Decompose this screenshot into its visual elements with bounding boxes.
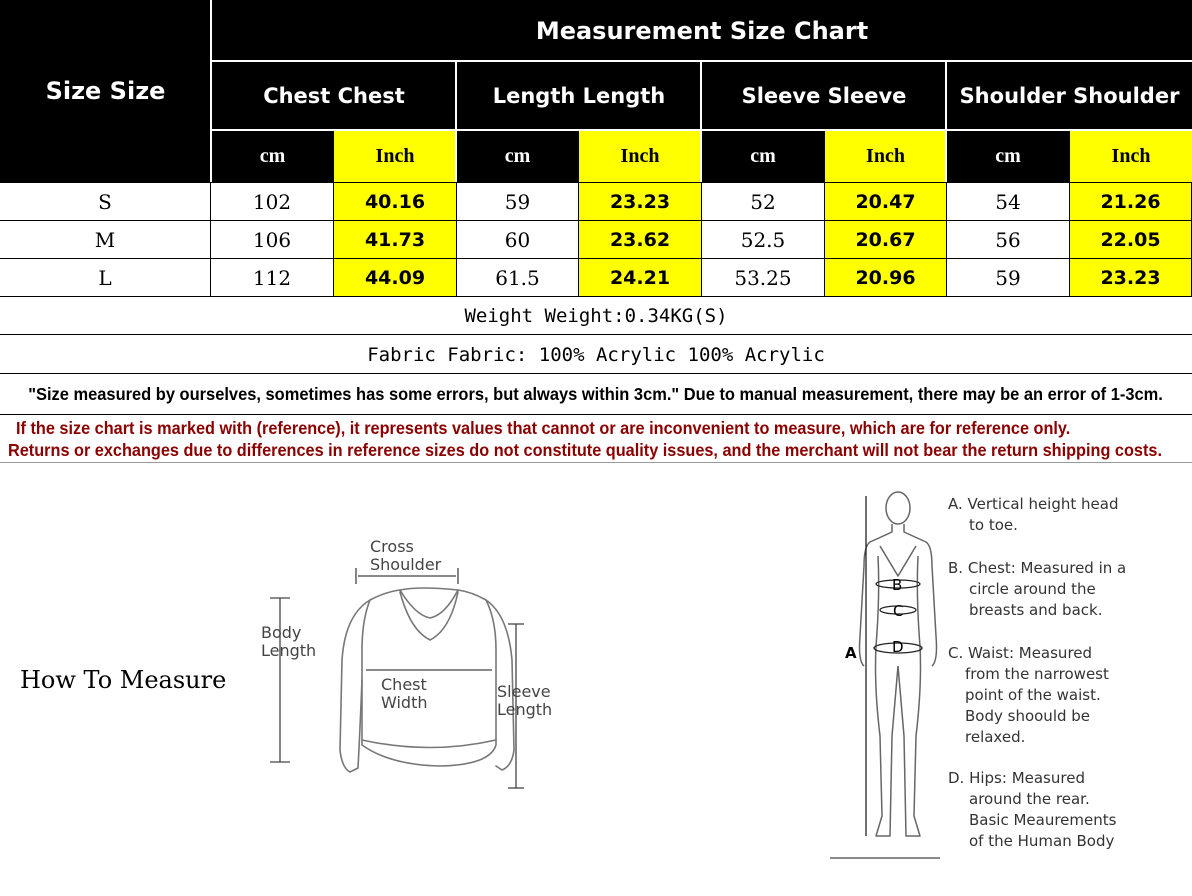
table-cell: 106 — [211, 221, 334, 259]
table-cell: 52 — [702, 183, 825, 221]
table-cell: 20.96 — [825, 259, 947, 297]
body-label-a: A — [845, 644, 857, 662]
body-label-b: B — [892, 576, 903, 594]
table-cell: 21.26 — [1070, 183, 1192, 221]
cross-shoulder-label: Cross Shoulder — [370, 537, 442, 574]
table-cell: 23.23 — [579, 183, 702, 221]
table-cell: 60 — [457, 221, 579, 259]
header-divider — [210, 0, 212, 182]
sleeve-inch-header: Inch — [825, 131, 946, 182]
table-cell: 41.73 — [334, 221, 457, 259]
table-cell: 56 — [947, 221, 1070, 259]
table-cell: 112 — [211, 259, 334, 297]
table-cell: 23.23 — [1070, 259, 1192, 297]
chart-title: Measurement Size Chart — [535, 17, 869, 45]
how-to-measure-label: How To Measure — [20, 666, 227, 694]
size-header: Size Size — [45, 77, 166, 105]
table-cell: 61.5 — [457, 259, 579, 297]
table-body — [0, 182, 1192, 296]
chest-width-label: Chest Width — [381, 675, 428, 712]
table-cell: 23.62 — [579, 221, 702, 259]
chest-inch-header: Inch — [334, 131, 456, 182]
header-divider — [945, 62, 947, 182]
header-divider — [455, 62, 457, 182]
chest-cm-header: cm — [212, 131, 333, 182]
measurement-note: "Size measured by ourselves, sometimes has some errors, but always within 3cm." Due to manual measurement, there may be an error of 1-3cm. — [28, 384, 1164, 404]
table-cell: 102 — [211, 183, 334, 221]
column-length-header: Length Length — [492, 84, 666, 108]
reference-note-2: Returns or exchanges due to differences in reference sizes do not constitute quality issues, and the merchant will not bear the return shipping costs. — [8, 440, 1162, 460]
size-s: S — [0, 183, 211, 221]
table-cell: 59 — [947, 259, 1070, 297]
shoulder-inch-header: Inch — [1070, 131, 1192, 182]
size-l: L — [0, 259, 211, 297]
body-length-label: Body Length — [261, 623, 317, 660]
column-chest-header: Chest Chest — [263, 84, 405, 108]
table-cell: 40.16 — [334, 183, 457, 221]
weight-row: Weight Weight:0.34KG(S) — [0, 297, 1192, 335]
table-cell: 53.25 — [702, 259, 825, 297]
column-sleeve-header: Sleeve Sleeve — [741, 84, 907, 108]
reference-notes — [0, 415, 1192, 463]
table-cell: 52.5 — [702, 221, 825, 259]
sleeve-length-label: Sleeve Length — [497, 682, 553, 719]
length-inch-header: Inch — [579, 131, 701, 182]
header-divider — [700, 62, 702, 182]
body-label-d: D — [892, 638, 904, 656]
sleeve-cm-header: cm — [702, 131, 824, 182]
reference-note-1: If the size chart is marked with (reference), it represents values that cannot or are inconvenient to measure, which are for reference only. — [16, 418, 1071, 438]
table-cell: 20.67 — [825, 221, 947, 259]
shoulder-cm-header: cm — [947, 131, 1069, 182]
measurement-legend: A. Vertical height head to toe. B. Chest: Measured in a circle around the breasts and back. C. Waist: Measured from the narrowest point of the waist. Body shoould be relaxed. D. Hips: Measured around the rear. Basic Meaurements of the Human Body — [948, 495, 1127, 850]
note-row — [0, 375, 1192, 415]
table-cell: 59 — [457, 183, 579, 221]
table-cell: 24.21 — [579, 259, 702, 297]
table-cell: 22.05 — [1070, 221, 1192, 259]
size-m: M — [0, 221, 211, 259]
table-cell: 20.47 — [825, 183, 947, 221]
body-label-c: C — [893, 602, 904, 620]
table-cell: 54 — [947, 183, 1070, 221]
table-cell: 44.09 — [334, 259, 457, 297]
length-cm-header: cm — [457, 131, 578, 182]
column-shoulder-header: Shoulder Shoulder — [959, 84, 1180, 108]
human-body-diagram — [830, 486, 940, 860]
fabric-row: Fabric Fabric: 100% Acrylic 100% Acrylic — [0, 336, 1192, 374]
